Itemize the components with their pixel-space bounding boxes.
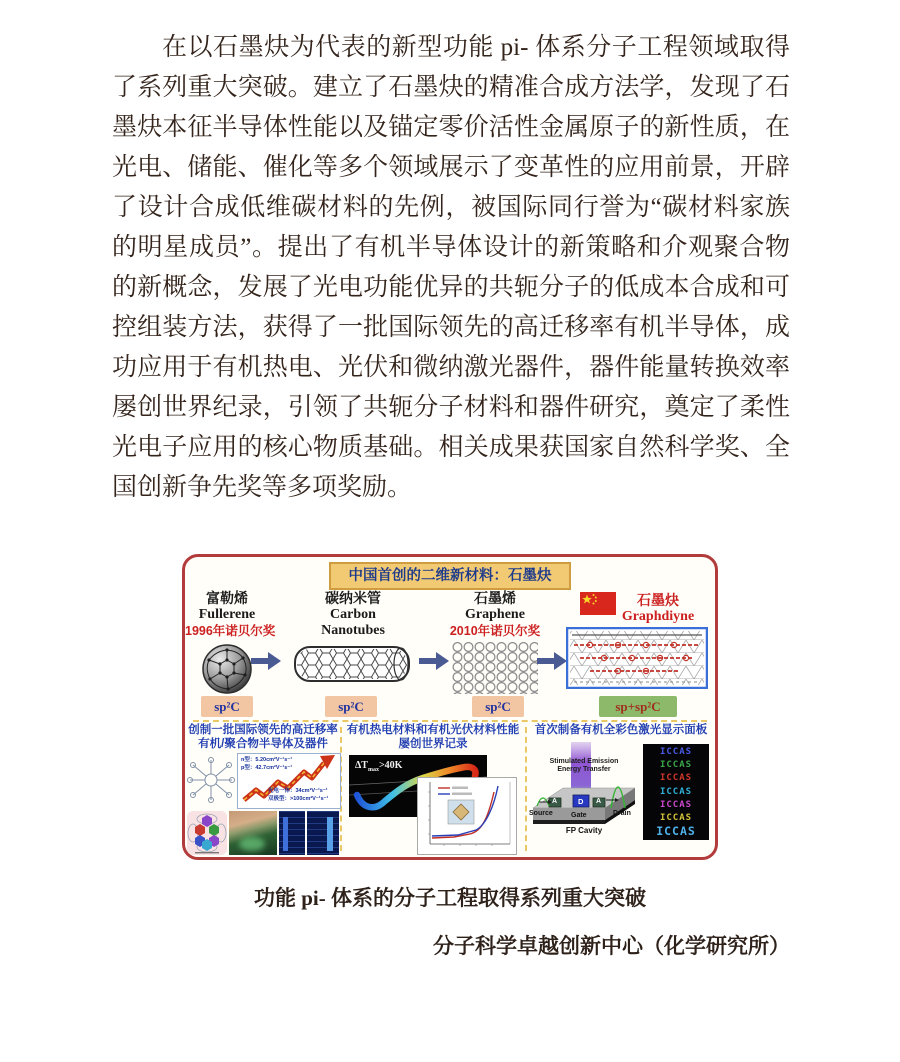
material-name-en: Graphene: [465, 607, 525, 622]
iccas-row: ICCAS: [659, 773, 693, 784]
body-paragraph: 在以石墨炔为代表的新型功能 pi- 体系分子工程领域取得了系列重大突破。建立了石墨炔的精准合成方法学，发现了石墨炔本征半导体性能以及锚定零价活性金属原子的新性质，在光电、储能、催化等多个领域展示了变革性的应用前景，开辟了设计合成低维碳材料的先例，被国际同行誉为“碳材料家族的明星成员”。提出了有机半导体设计的新策略和介观聚合物的新概念，发展了光电功能优异的共轭分子的低成本合成和可控组装方法，获得了一批国际领先的高迁移率有机半导体，成功应用于有机热电、光伏和微纳激光器件，器件能量转换效率屡创世界纪录，引领了共轭分子材料和器件研究，奠定了柔性光电子应用的核心物质基础。相关成果获国家自然科学奖、全国创新争先奖等多项奖励。: [112, 34, 790, 501]
material-name-en: Nanotubes: [321, 623, 385, 638]
jv-curve-chart-image: [417, 777, 517, 855]
panel-heading: 创制一批国际领先的高迁移率有机/聚合物半导体及器件: [188, 724, 338, 750]
screen-bar: [283, 817, 288, 851]
display-screen-image: [279, 811, 305, 855]
iccas-row: ICCAS: [659, 746, 693, 757]
molecule-sketch-image: [187, 755, 235, 805]
material-name-en: Carbon: [330, 607, 376, 622]
panel-heading: 首次制备有机全彩色激光显示面板: [534, 724, 708, 736]
mobility-label: p型：42.7cm²V⁻¹s⁻¹: [241, 765, 293, 771]
hybridization-badge: sp²C: [472, 696, 524, 717]
figure-caption: 功能 pi- 体系的分子工程取得系列重大突破: [253, 886, 646, 910]
stimulated-emission-annotation: Stimulated Emission Energy Transfer: [549, 757, 619, 773]
mobility-label: 双极型：>100cm²V⁻¹s⁻¹: [268, 796, 329, 802]
horizontal-divider: [193, 720, 707, 722]
nobel-award-label: 2010年诺贝尔奖: [449, 624, 541, 638]
display-screen-image: [307, 811, 339, 855]
iccas-laser-display: [643, 744, 709, 840]
materials-row: [185, 590, 715, 722]
panel-body: [345, 753, 521, 853]
panel1-image-row: [187, 811, 339, 855]
figure-banner: 中国首创的二维新材料：石墨炔: [329, 562, 571, 590]
donor-label: D: [578, 796, 584, 806]
panel-semiconductors: [187, 724, 339, 853]
graphdiyne-header: [561, 592, 713, 625]
acceptor-label: A: [552, 797, 558, 805]
hybridization-badge: sp²C: [201, 696, 253, 717]
iccas-row: ICCAS: [659, 786, 693, 797]
panel-body: [529, 740, 713, 850]
graphdiyne-structure-image: [566, 627, 708, 689]
gate-label: Gate: [571, 811, 587, 819]
material-name-cn: 石墨烯: [474, 590, 516, 606]
iccas-row: ICCAS: [656, 824, 696, 839]
molecule-cluster-image: [187, 811, 227, 855]
graphene-structure-image: [452, 642, 538, 694]
panel-laser-display: [529, 724, 713, 850]
material-graphene: [437, 590, 553, 699]
fp-cavity-label: FP Cavity: [565, 825, 603, 835]
screen-bar: [327, 817, 333, 851]
material-name-cn: 石墨炔: [636, 592, 679, 608]
material-name-en: Fullerene: [198, 607, 256, 622]
material-name-cn: 碳纳米管: [325, 590, 381, 606]
laser-device-diagram: [529, 742, 639, 846]
mobility-label: n型：5.20cm²V⁻¹s⁻¹: [241, 757, 293, 763]
material-carbon-nanotubes: [291, 590, 415, 692]
mobility-chart-image: [237, 753, 341, 809]
material-name-en: Graphdiyne: [621, 609, 695, 624]
iccas-row: ICCAS: [659, 799, 693, 810]
material-graphdiyne: [561, 590, 713, 694]
material-name-cn: 富勒烯: [206, 590, 248, 606]
vertical-divider: [525, 727, 527, 851]
source-label: Source: [529, 809, 553, 817]
drain-label: Drain: [613, 809, 631, 817]
graphdiyne-names: [622, 592, 694, 625]
china-flag-icon: [580, 592, 616, 615]
fullerene-structure-image: [200, 642, 254, 696]
iccas-row: ICCAS: [659, 813, 693, 823]
arrow-right-icon: [251, 652, 281, 675]
hybridization-badge: sp+sp²C: [599, 696, 677, 717]
carbon-nanotube-structure-image: [291, 641, 415, 687]
figure: [182, 554, 718, 860]
iccas-row: ICCAS: [659, 760, 693, 770]
panel-body: [187, 753, 339, 853]
delta-t-annotation: $\Delta T_{max}>40K$: [355, 760, 403, 773]
hybridization-badge: sp²C: [325, 696, 377, 717]
acceptor-label: A: [596, 797, 602, 805]
green-glow: [239, 837, 265, 851]
flexible-device-photo: [229, 811, 277, 855]
material-fullerene: [185, 590, 276, 701]
panel-heading: 有机热电材料和有机光伏材料性能屡创世界记录: [346, 724, 520, 750]
mobility-label: 光电一体：34cm²V⁻¹s⁻¹: [268, 788, 328, 794]
panel-thermoelectric-photovoltaic: [345, 724, 521, 853]
nobel-award-label: 1996年诺贝尔奖: [185, 624, 276, 638]
attribution: 分子科学卓越创新中心（化学研究所）: [433, 934, 790, 958]
